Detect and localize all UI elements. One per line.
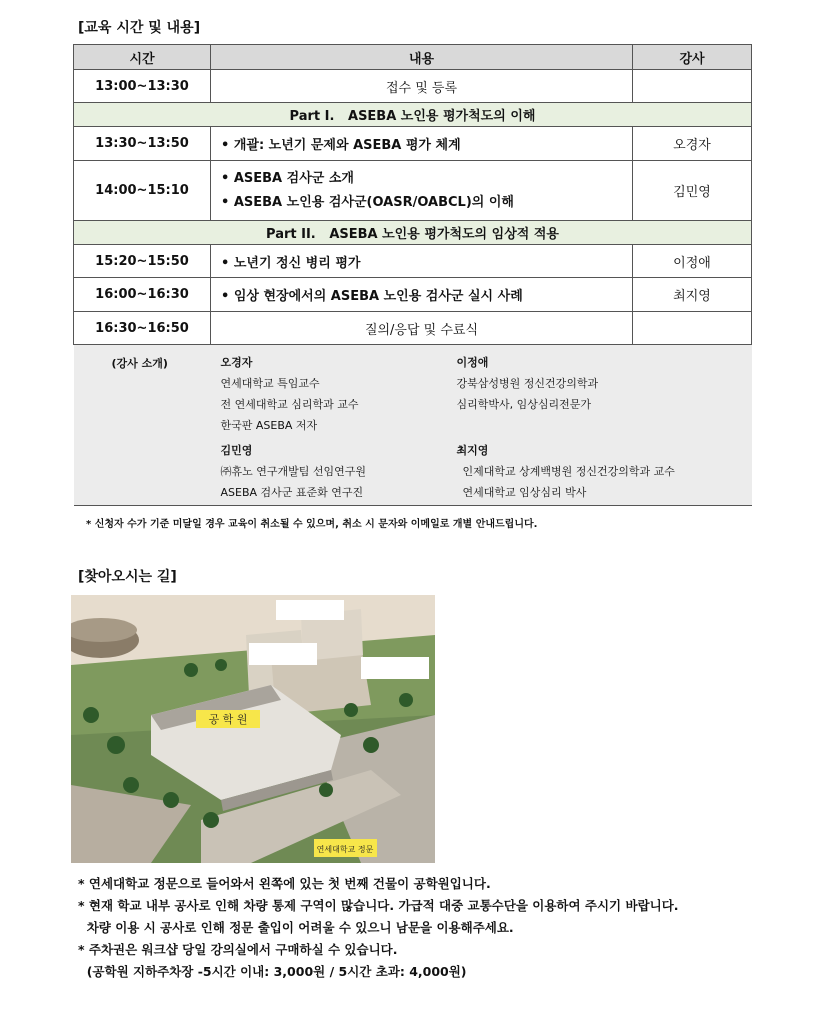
- row-lecturer: [633, 70, 752, 103]
- instructor-detail: 연세대학교 특임교수: [220, 377, 320, 390]
- instructor-intro-row: [74, 345, 752, 506]
- row-time: 14:00~15:10: [74, 161, 211, 221]
- header-time: 시간: [74, 45, 211, 70]
- instructor-intro: [74, 345, 752, 505]
- table-row: [74, 127, 752, 161]
- instructor-block: [221, 352, 359, 436]
- campus-map: [71, 595, 435, 863]
- instructor-name: 이정애: [456, 356, 489, 369]
- campus-map-illustration: [71, 595, 435, 863]
- directions-line: * 현재 학교 내부 공사로 인해 차량 통제 구역이 많습니다. 가급적 대중 교통수단을 이용하여 주시기 바랍니다.: [78, 898, 679, 913]
- table-header-row: [74, 45, 752, 70]
- table-row: [74, 312, 752, 345]
- instructor-detail: 강북삼성병원 정신건강의학과: [456, 377, 599, 390]
- instructor-detail: 인제대학교 상계백병원 정신건강의학과 교수: [462, 465, 675, 478]
- row-lecturer: 이정애: [633, 245, 752, 278]
- row-lecturer: 최지영: [633, 278, 752, 312]
- part-title: Part II. ASEBA 노인용 평가척도의 임상적 적용: [74, 221, 752, 245]
- building-label: 공 학 원: [208, 713, 248, 726]
- table-row: [74, 278, 752, 312]
- row-content: • 노년기 정신 병리 평가: [211, 245, 633, 278]
- header-content: 내용: [211, 45, 633, 70]
- row-lecturer: [633, 312, 752, 345]
- row-time: 13:00~13:30: [74, 70, 211, 103]
- instructor-detail: ㈜휴노 연구개발팀 선임연구원: [220, 465, 367, 478]
- table-row: [74, 70, 752, 103]
- row-content: 접수 및 등록: [211, 70, 633, 103]
- header-lecturer: 강사: [633, 45, 752, 70]
- directions-line: (공학원 지하주차장 -5시간 이내: 3,000원 / 5시간 초과: 4,000원): [78, 964, 467, 979]
- row-time: 15:20~15:50: [74, 245, 211, 278]
- instructor-name: 최지영: [456, 444, 489, 457]
- instructor-name: 김민영: [220, 444, 253, 457]
- instructor-intro-label: (강사 소개): [111, 357, 168, 370]
- table-row: [74, 161, 752, 221]
- schedule-table: [73, 44, 752, 506]
- directions-line: * 연세대학교 정문으로 들어와서 왼쪽에 있는 첫 번째 건물이 공학원입니다.: [78, 876, 491, 891]
- part-row: [74, 103, 752, 127]
- instructor-name: 오경자: [220, 356, 253, 369]
- row-time: 13:30~13:50: [74, 127, 211, 161]
- instructor-block: [221, 440, 367, 503]
- instructor-detail: 연세대학교 임상심리 박사: [462, 486, 587, 499]
- directions-section-title: [찾아오시는 길]: [78, 569, 177, 585]
- row-lecturer: 오경자: [633, 127, 752, 161]
- directions-line: 차량 이용 시 공사로 인해 정문 출입이 어려울 수 있으니 남문을 이용해주세요.: [78, 920, 514, 935]
- instructor-block: [457, 440, 675, 503]
- gate-label: 연세대학교 정문: [316, 845, 374, 854]
- education-section-title: [교육 시간 및 내용]: [78, 20, 201, 36]
- row-content: • 임상 현장에서의 ASEBA 노인용 검사군 실시 사례: [211, 278, 633, 312]
- instructor-detail: ASEBA 검사군 표준화 연구진: [220, 486, 364, 499]
- instructor-intro-cell: [74, 345, 752, 506]
- instructor-detail: 전 연세대학교 심리학과 교수: [220, 398, 359, 411]
- row-content-line: • ASEBA 검사군 소개: [221, 170, 354, 186]
- row-time: 16:00~16:30: [74, 278, 211, 312]
- row-content: [211, 161, 633, 221]
- cancellation-note: * 신청자 수가 기준 미달일 경우 교육이 취소될 수 있으며, 취소 시 문자와 이메일로 개별 안내드립니다.: [86, 519, 538, 530]
- part-title: Part I. ASEBA 노인용 평가척도의 이해: [74, 103, 752, 127]
- part-row: [74, 221, 752, 245]
- instructor-detail: 한국판 ASEBA 저자: [220, 419, 318, 432]
- row-lecturer: 김민영: [633, 161, 752, 221]
- row-content: 질의/응답 및 수료식: [211, 312, 633, 345]
- instructor-block: [457, 352, 599, 415]
- row-time: 16:30~16:50: [74, 312, 211, 345]
- instructor-detail: 심리학박사, 임상심리전문가: [456, 398, 592, 411]
- directions-line: * 주차권은 워크샵 당일 강의실에서 구매하실 수 있습니다.: [78, 942, 398, 957]
- row-content: • 개괄: 노년기 문제와 ASEBA 평가 체계: [211, 127, 633, 161]
- table-row: [74, 245, 752, 278]
- row-content-line: • ASEBA 노인용 검사군(OASR/OABCL)의 이해: [221, 194, 514, 210]
